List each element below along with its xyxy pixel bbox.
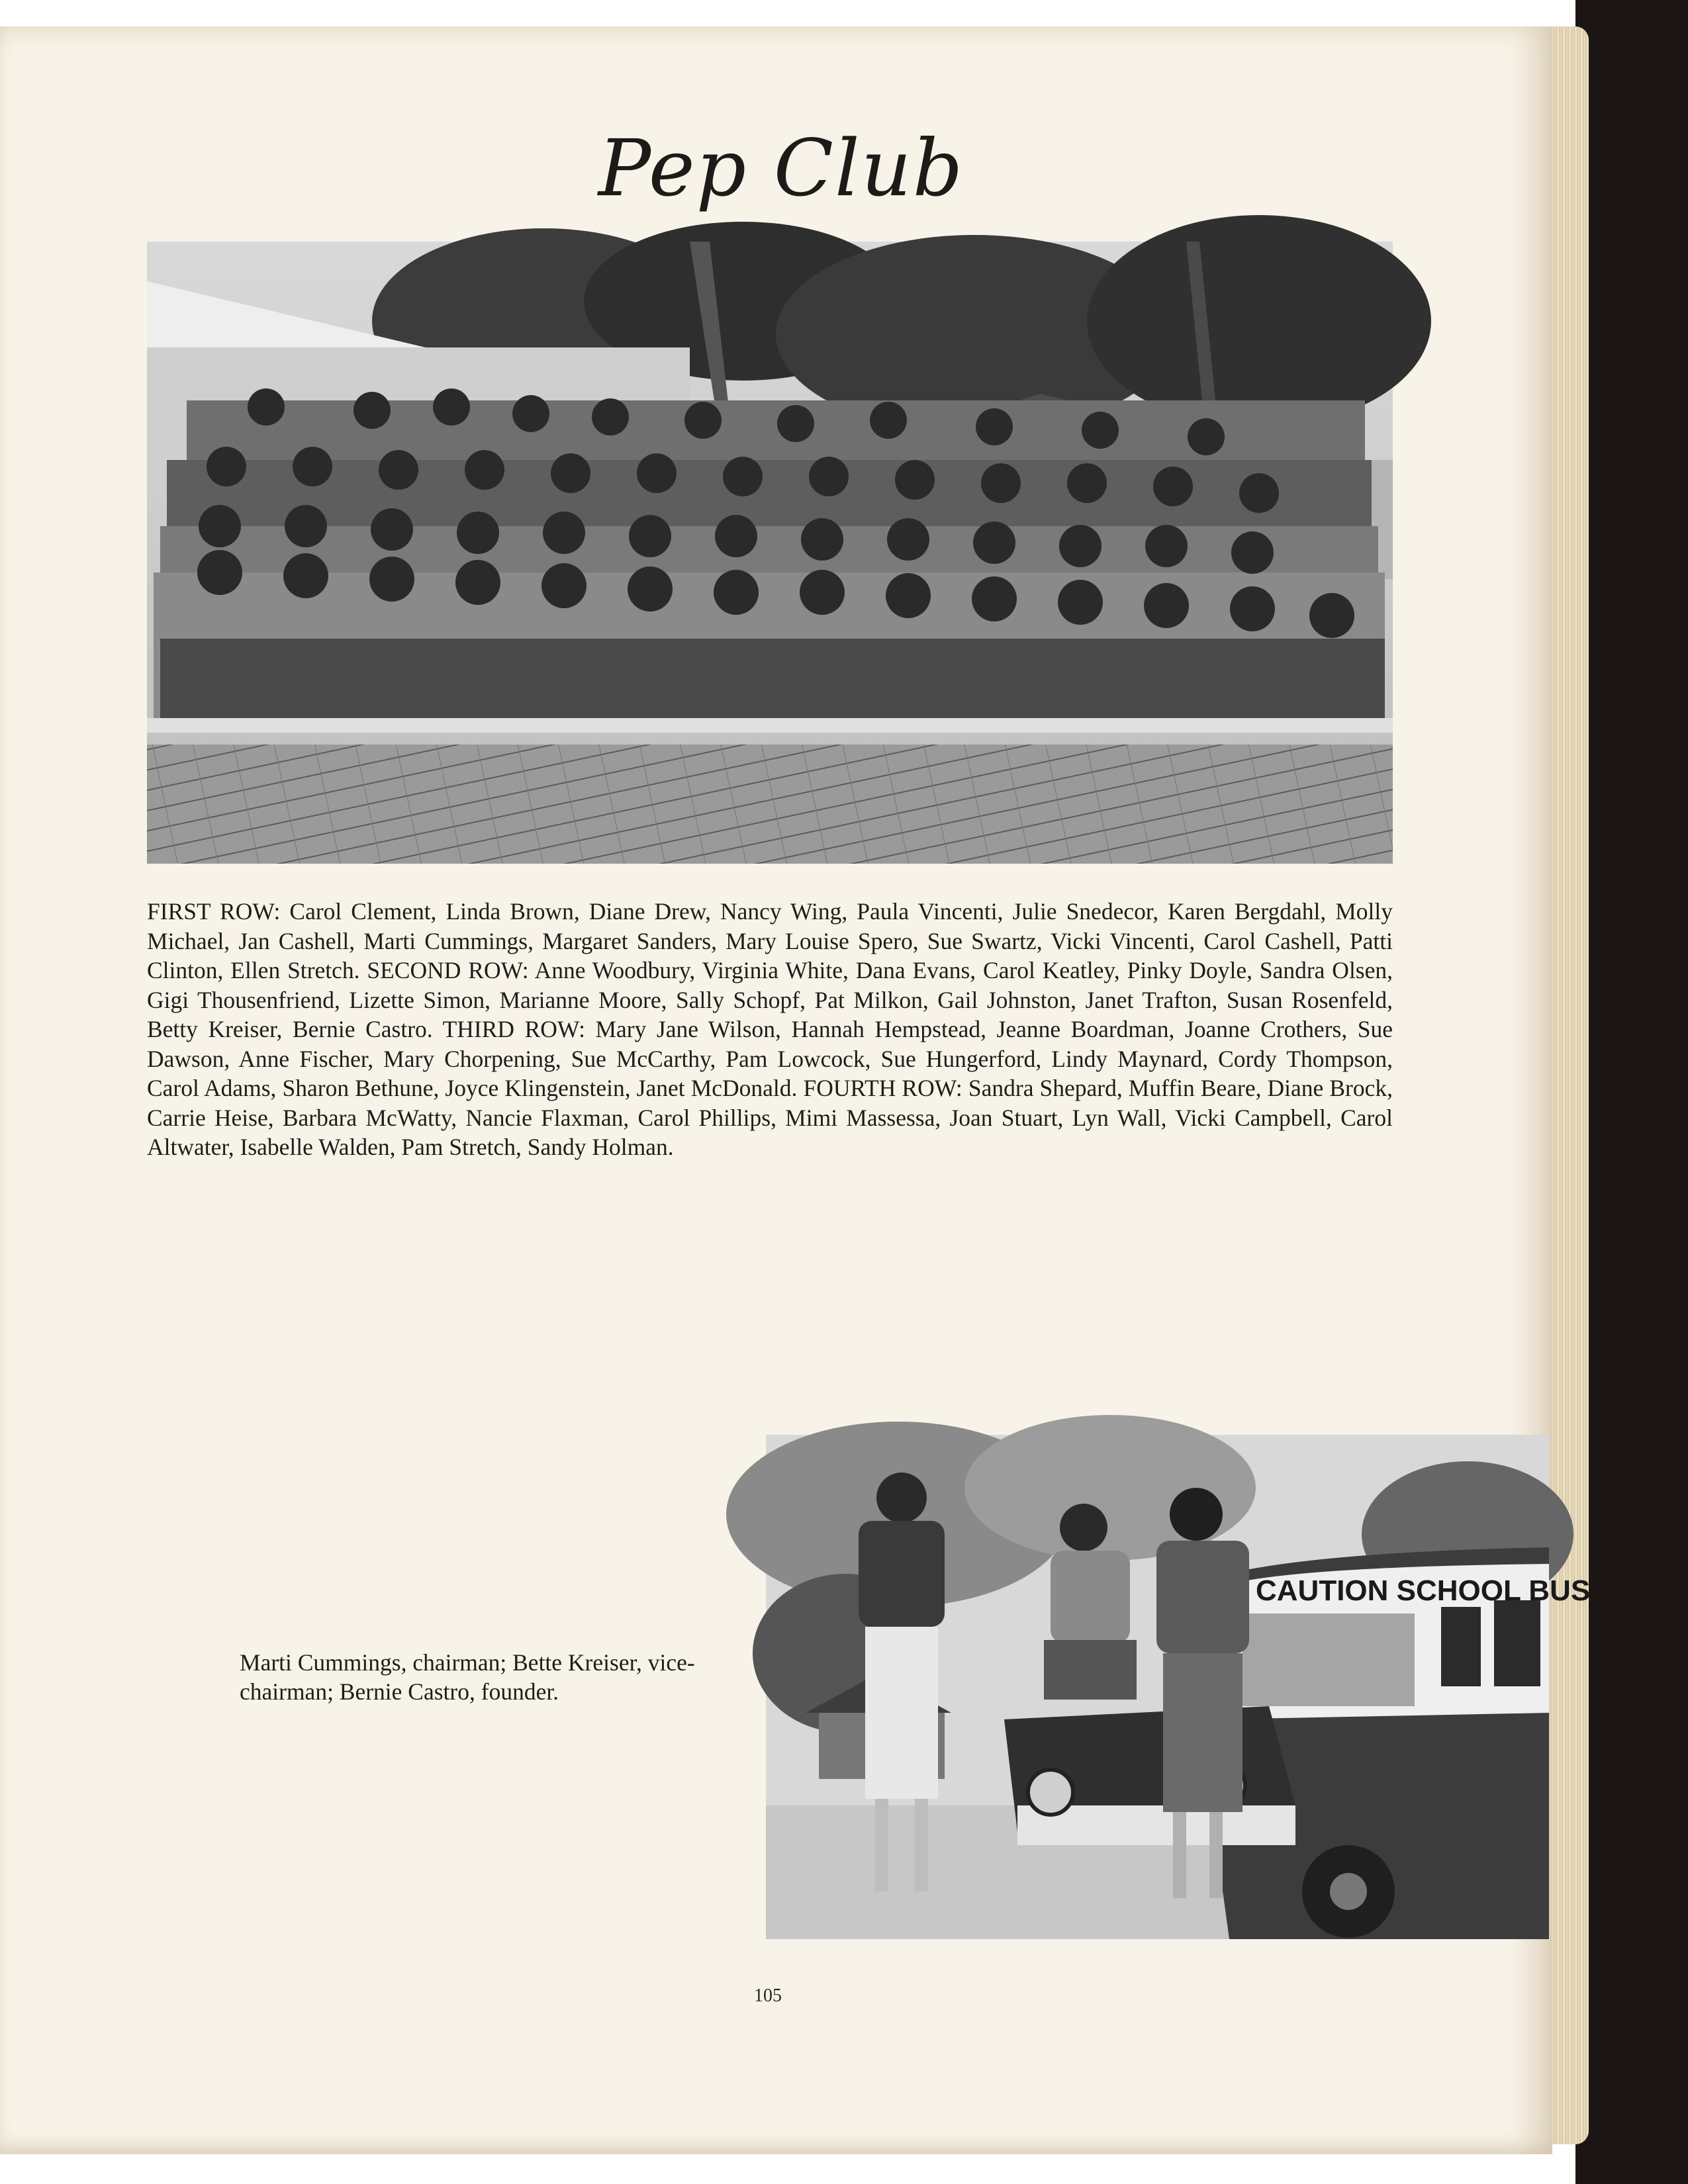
scanner-background	[1575, 0, 1688, 2184]
bus-sign-text: CAUTION SCHOOL BUS	[1256, 1574, 1591, 1607]
yearbook-page	[0, 26, 1591, 2154]
group-photo-image	[147, 242, 1393, 864]
page-number: 105	[754, 1985, 782, 2006]
group-photo-caption: FIRST ROW: Carol Clement, Linda Brown, Diane Drew, Nancy Wing, Paula Vincenti, Julie Snedecor, Karen Bergdahl, Molly Michael, Jan Cashell, Marti Cummings, Margaret Sanders, Mary Louise Spero, Sue Swartz, Vicki Vincenti, Carol Cashell, Patti Clinton, Ellen Stretch. SECOND ROW: Anne Woodbury, Virginia White, Dana Evans, Carol Keatley, Pinky Doyle, Sandra Olsen, Gigi Thousenfriend, Lizette Simon, Marianne Moore, Sally Schopf, Pat Milkon, Gail Johnston, Janet Trafton, Susan Rosenfeld, Betty Kreiser, Bernie Castro. THIRD ROW: Mary Jane Wilson, Hannah Hempstead, Jeanne Boardman, Joanne Crothers, Sue Dawson, Anne Fischer, Mary Chorpening, Sue McCarthy, Pam Lowcock, Sue Hungerford, Lindy Maynard, Cordy Thompson, Carol Adams, Sharon Bethune, Joyce Klingenstein, Janet McDonald. FOURTH ROW: Sandra Shepard, Muffin Beare, Diane Brock, Carrie Heise, Barbara McWatty, Nancie Flaxman, Carol Phillips, Mimi Massessa, Joan Stuart, Lyn Wall, Vicki Campbell, Carol Altwater, Isabelle Walden, Pam Stretch, Sandy Holman.	[147, 898, 1393, 1160]
page-title: Pep Club	[598, 122, 964, 214]
officers-caption: Marti Cummings, chairman; Bette Kreiser, vice-chairman; Bernie Castro, founder.	[240, 1649, 695, 1705]
bus-photo-image	[766, 1435, 1591, 1939]
officers-bus-photo	[766, 1435, 1591, 1939]
pep-club-group-photo	[147, 242, 1393, 864]
